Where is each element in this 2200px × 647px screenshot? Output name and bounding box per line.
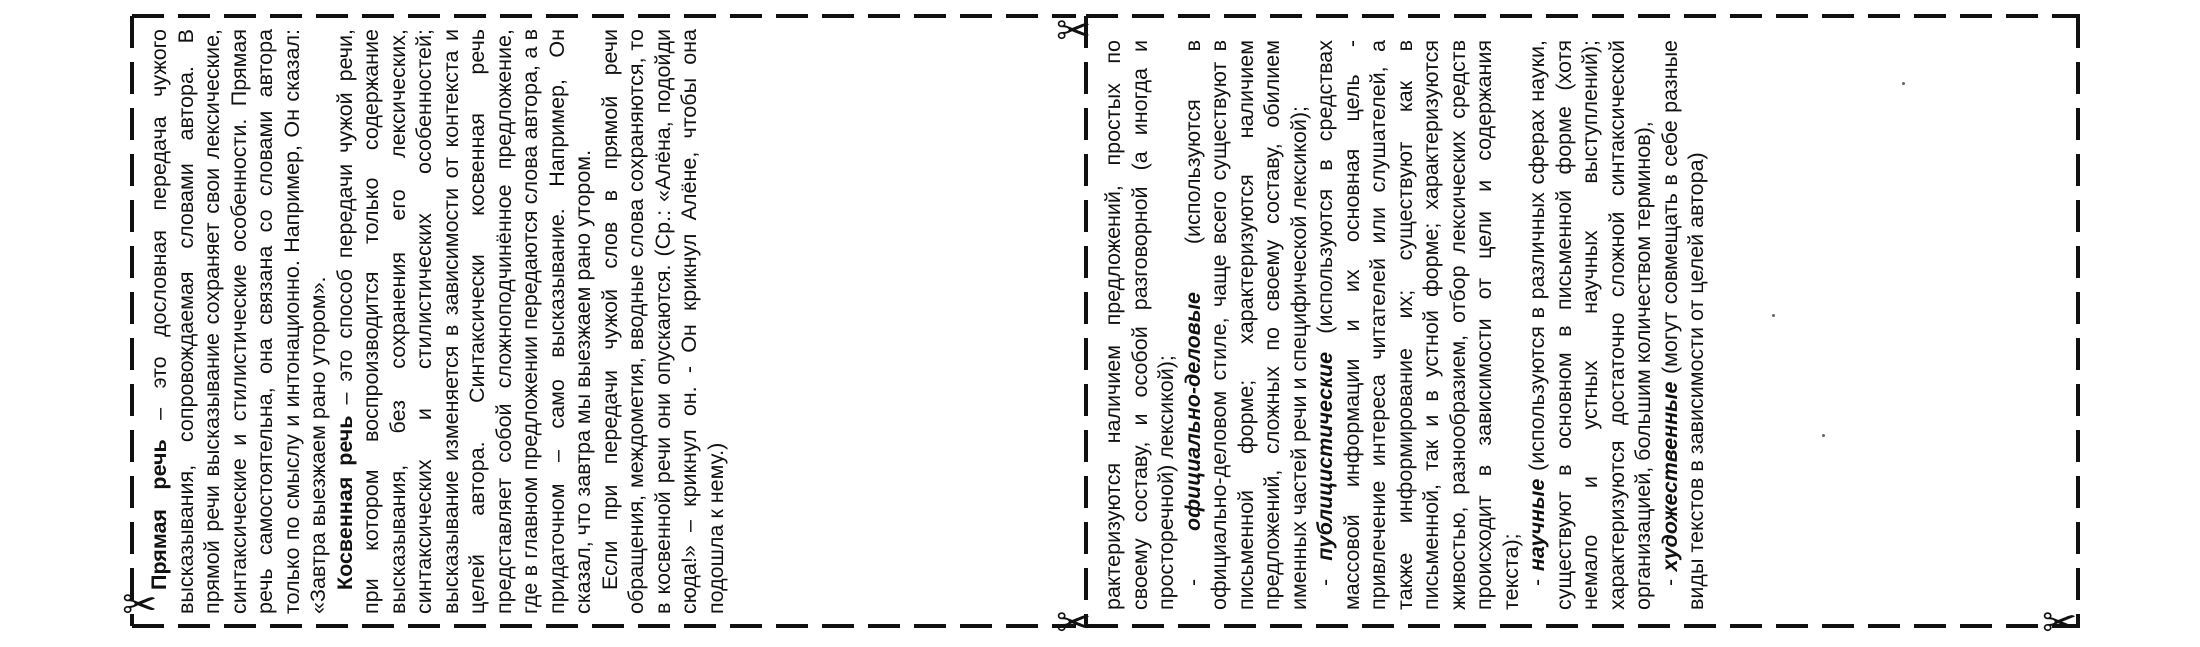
list-dash: -: [1180, 530, 1205, 586]
official-description: (используются в официально-деловом стиле, чаще всего существуют в письменной форме; характеризуются наличием предложений, сложных по своему составу, обилием именных частей речи и специфической лексикой);: [1180, 40, 1311, 610]
card-text-types: [1056, 6, 2082, 647]
scan-speck: [1902, 82, 1905, 85]
term-artistic: художественные: [1657, 381, 1682, 572]
paragraph-continuation: рактеризуются наличием предложений, простых по своему составу, и особой разговорной (а иногда и просторечной) лексикой);: [1101, 40, 1178, 610]
artistic-description: (могут совмещать в себе разные виды текстов в зависимости от целей автора): [1657, 40, 1708, 610]
term-official: официально-деловые: [1180, 291, 1205, 531]
scissors-icon: ✂: [122, 580, 158, 629]
scissors-icon: ✂: [1056, 6, 1092, 55]
paragraph-indirect-speech: [332, 29, 597, 614]
list-dash: -: [1313, 560, 1337, 586]
list-dash: -: [1657, 571, 1682, 586]
left-card-text: [146, 29, 729, 614]
scan-speck: [1822, 434, 1825, 437]
term-indirect-speech: Косвенная речь: [332, 415, 357, 590]
term-publicistic: публицистические: [1313, 351, 1337, 561]
card-direct-indirect-speech: [122, 14, 1078, 634]
scissors-icon: ✂: [1056, 598, 1092, 647]
list-item-official: [1180, 40, 1313, 610]
term-scientific: научные: [1525, 478, 1549, 572]
scissors-icon: ✂: [2042, 598, 2078, 647]
publicistic-description: (используются в средствах массовой информации и их основная цель - привлечение интереса читателей или слушателей, а также информирование их; существуют как в письменной, так и в устной форме; характеризуются живостью, разнообразием, отбор лексических средств происходит в зависимости от цели и содержания текста);: [1313, 39, 1523, 610]
list-dash: -: [1525, 571, 1549, 586]
term-direct-speech: Прямая речь: [147, 439, 171, 590]
list-item-artistic: [1657, 40, 1710, 610]
right-card-text: [1100, 40, 1710, 610]
scan-speck: [1772, 314, 1775, 317]
list-item-scientific: [1524, 40, 1657, 610]
scientific-description: (используются в различных сферах науки, существуют в основном в письменной форме (хотя немало и устных научных выступлений); характеризуются достаточно сложной синтаксической организацией, большим количеством терминов),: [1525, 39, 1655, 610]
paragraph-comparison: Если при передачи чужой слов в прямой речи обращения, междометия, вводные слова сохраняются, то в косвенной речи они опускаются. (Ср.: «Алёна, подойди сюда!» – крикнул он. - Он крикнул Алёне, чтобы она подошла к нему.): [597, 29, 728, 614]
indirect-speech-definition: – это способ передачи чужой речи, при котором воспроизводится только содержание высказывания, без сохранения его лексических, синтаксических и стилистических особенностей; высказывание изменяется в зависимости от контекста и целей автора. Синтаксически косвенная речь представляет собой сложноподчинённое предложение, где в главном предложении передаются слова автора, а в придаточном – само высказывание. Например, Он сказал, что завтра мы выезжаем рано утором.: [332, 29, 595, 614]
direct-speech-definition: – это дословная передача чужого высказывания, сопровождаемая словами автора. В прямой речи высказывание сохраняет свои лексические, синтаксические и стилистические особенности. Прямая речь самостоятельна, она связана со словами автора только по смыслу и интонационно. Например, Он сказал: «Завтра выезжаем рано утором».: [147, 29, 330, 614]
list-item-publicistic: [1312, 40, 1524, 610]
paragraph-direct-speech: [146, 29, 332, 614]
